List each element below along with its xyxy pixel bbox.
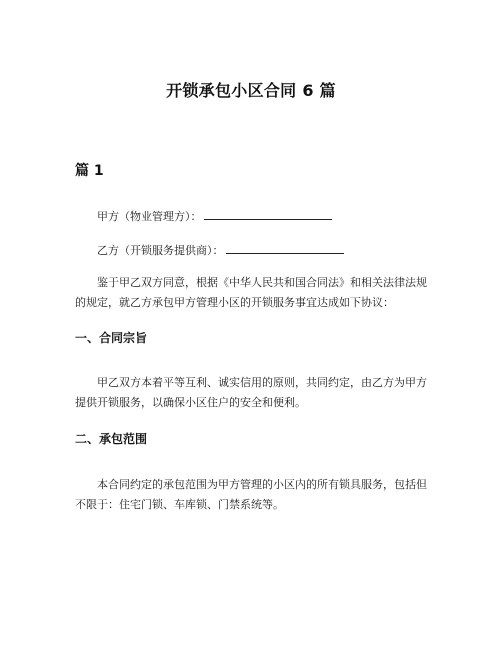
party-a-blank (204, 208, 332, 220)
document-title: 开锁承包小区合同 6 篇 (166, 81, 336, 100)
section-heading: 二、承包范围 (75, 432, 148, 446)
party-b-line (75, 241, 435, 261)
part-heading: 篇 1 (75, 163, 104, 179)
party-b-blank (226, 242, 344, 254)
section-body: 甲乙双方本着平等互利、诚实信用的原则，共同约定，由乙方为甲方提供开锁服务，以确保小区住户的安全和便利。 (75, 376, 427, 409)
party-a-label: 甲方（物业管理方）： (97, 210, 202, 223)
party-a-line (75, 207, 435, 227)
party-b-label: 乙方（开锁服务提供商）： (97, 244, 224, 257)
section-body: 本合同约定的承包范围为甲方管理的小区内的所有锁具服务，包括但不限于：住宅门锁、车库锁、门禁系统等。 (75, 478, 427, 511)
intro-paragraph: 鉴于甲乙双方同意，根据《中华人民共和国合同法》和相关法律法规的规定，就乙方承包甲方管理小区的开锁服务事宜达成如下协议： (75, 276, 427, 309)
section-heading: 一、合同宗旨 (75, 331, 148, 345)
